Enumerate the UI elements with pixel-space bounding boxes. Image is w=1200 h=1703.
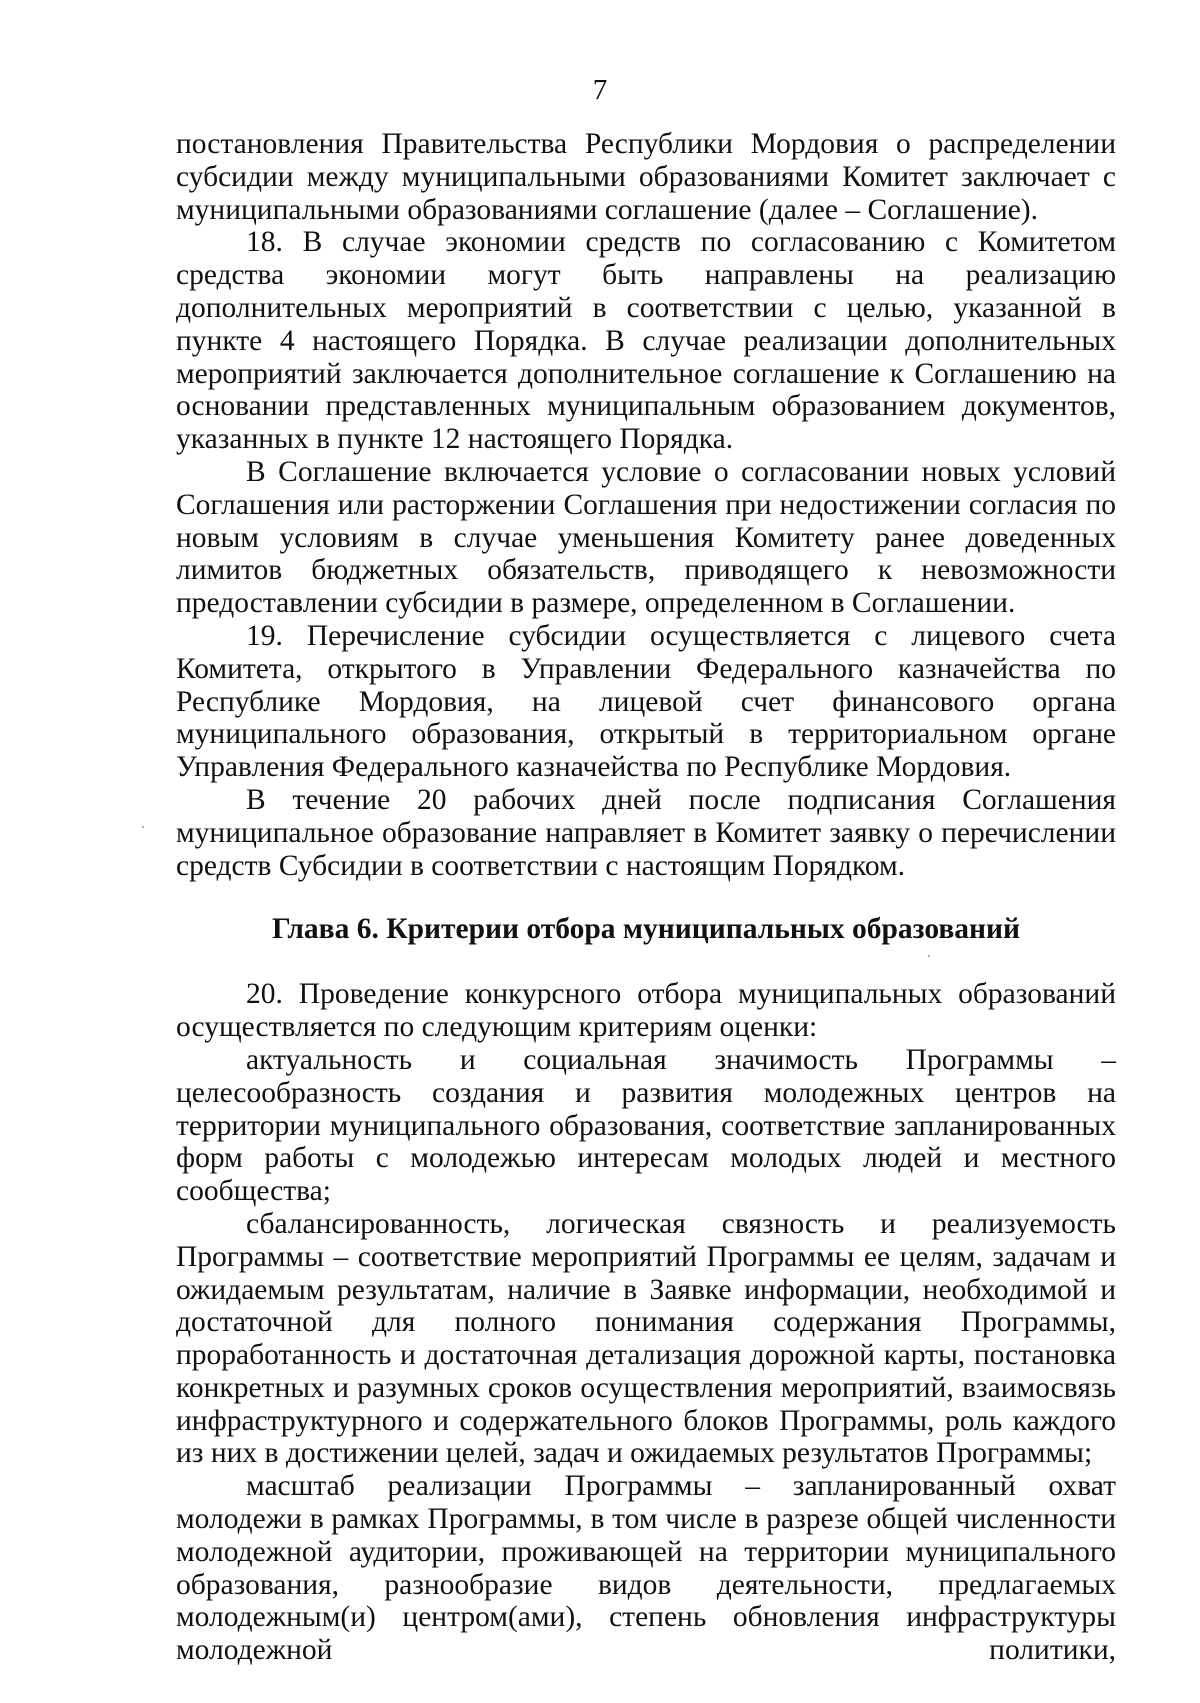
paragraph-criterion-scale: масштаб реализации Программы – запланированный охват молодежи в рамках Программы, в том числе в разрезе общей численности молодежной аудитории, проживающей на территории муниципального образования, разнообразие видов деятельности, предлагаемых молодежным(и) центром(ами), степень обновления инфраструктуры молодежной политики, <box>176 1470 1116 1667</box>
paragraph-agreement-condition: В Соглашение включается условие о согласовании новых условий Соглашения или расторжении Соглашения при недостижении согласия по новым условиям в случае уменьшения Комитету ранее доведенных лимитов бюджетных обязательств, приводящего к невозможности предоставлении субсидии в размере, определенном в Соглашении. <box>176 455 1116 620</box>
scan-speck <box>928 955 930 957</box>
paragraph-item-19: 19. Перечисление субсидии осуществляется с лицевого счета Комитета, открытого в Управлении Федерального казначейства по Республике Мордовия, на лицевой счет финансового органа муниципального образования, открытый в территориальном органе Управления Федерального казначейства по Республике Мордовия. <box>176 619 1116 784</box>
chapter-heading: Глава 6. Критерии отбора муниципальных образований <box>271 913 1021 946</box>
page-number: 7 <box>592 74 608 106</box>
paragraph-twenty-days: В течение 20 рабочих дней после подписания Соглашения муниципальное образование направляет в Комитет заявку о перечислении средств Субсидии в соответствии с настоящим Порядком. <box>176 783 1116 882</box>
paragraph-criterion-relevance: актуальность и социальная значимость Программы – целесообразность создания и развития молодежных центров на территории муниципального образования, соответствие запланированных форм работы с молодежью интересам молодых людей и местного сообщества; <box>176 1043 1116 1208</box>
paragraph-item-18: 18. В случае экономии средств по согласованию с Комитетом средства экономии могут быть направлены на реализацию дополнительных мероприятий в соответствии с целью, указанной в пункте 4 настоящего Порядка. В случае реализации дополнительных мероприятий заключается дополнительное соглашение к Соглашению на основании представленных муниципальным образованием документов, указанных в пункте 12 настоящего Порядка. <box>176 226 1116 456</box>
paragraph-item-20: 20. Проведение конкурсного отбора муниципальных образований осуществляется по следующим критериям оценки: <box>176 978 1116 1044</box>
paragraph-continuation: постановления Правительства Республики Мордовия о распределении субсидии между муниципальными образованиями Комитет заключает с муниципальными образованиями соглашение (далее – Соглашение). <box>176 128 1116 226</box>
scan-speck <box>142 826 144 828</box>
document-body <box>176 128 1116 1667</box>
paragraph-criterion-balance: сбалансированность, логическая связность и реализуемость Программы – соответствие мероприятий Программы ее целям, задачам и ожидаемым результатам, наличие в Заявке информации, необходимой и достаточной для полного понимания содержания Программы, проработанность и достаточная детализация дорожной карты, постановка конкретных и разумных сроков осуществления мероприятий, взаимосвязь инфраструктурного и содержательного блоков Программы, роль каждого из них в достижении целей, задач и ожидаемых результатов Программы; <box>176 1207 1116 1470</box>
